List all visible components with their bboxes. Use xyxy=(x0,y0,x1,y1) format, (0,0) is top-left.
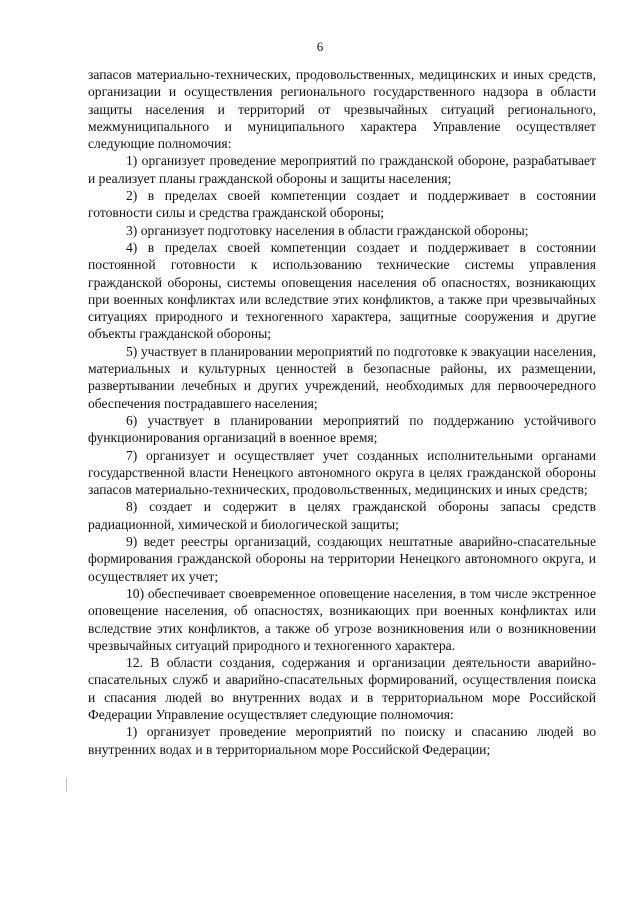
paragraph: 4) в пределах своей компетенции создает и поддерживает в состоянии постоянной готовности к использованию технические системы управления гражданской обороны, системы оповещения населения об опасностях, возникающих при военных конфликтах или вследствие этих конфликтов, а также при чрезвычайных ситуациях природного и техногенного характера, защитные сооружения и другие объекты гражданской обороны; xyxy=(88,239,596,342)
paragraph: 3) организует подготовку населения в области гражданской обороны; xyxy=(126,222,529,238)
paragraph: 10) обеспечивает своевременное оповещение населения, в том числе экстренное оповещение населения, об опасностях, возникающих при военных конфликтах или вследствие этих конфликтов, а также об угрозе возникновения или о возникновении чрезвычайных ситуаций природного и техногенного характера. xyxy=(88,585,596,653)
paragraph: 5) участвует в планировании мероприятий по подготовке к эвакуации населения, материальных и культурных ценностей в безопасные районы, их размещении, развертывании лечебных и других учреждений, необходимых для первоочередного обеспечения пострадавшего населения; xyxy=(88,343,596,411)
paragraph: 8) создает и содержит в целях гражданской обороны запасы средств радиационной, химической и биологической защиты; xyxy=(88,499,596,532)
paragraph: 12. В области создания, содержания и организации деятельности аварийно-спасательных служб и аварийно-спасательных формирований, осуществления поиска и спасания людей во внутренних водах и в территориальном море Российской Федерации Управление осуществляет следующие полномочия: xyxy=(88,655,596,722)
document-body xyxy=(88,66,596,758)
page-number: 6 xyxy=(316,39,324,54)
scan-margin-mark xyxy=(66,778,67,792)
paragraph: 1) организует проведение мероприятий по поиску и спасанию людей во внутренних водах и в территориальном море Российской Федерации; xyxy=(88,724,596,757)
paragraph: 7) организует и осуществляет учет созданных исполнительными органами государственной власти Ненецкого автономного округа в целях гражданской обороны запасов материально-технических, продовольственных, медицинских и иных средств; xyxy=(88,447,596,498)
paragraph: 6) участвует в планировании мероприятий по поддержанию устойчивого функционирования организаций в военное время; xyxy=(88,412,596,446)
paragraph: запасов материально-технических, продовольственных, медицинских и иных средств, организации и осуществления регионального государственного надзора в области защиты населения и территорий от чрезвычайных ситуаций регионального, межмуниципального и муниципального характера Управление осуществляет следующие полномочия: xyxy=(88,67,596,152)
paragraph: 2) в пределах своей компетенции создает и поддерживает в состоянии готовности силы и средства гражданской обороны; xyxy=(88,188,596,221)
paragraph: 9) ведет реестры организаций, создающих нештатные аварийно-спасательные формирования гражданской обороны на территории Ненецкого автономного округа, и осуществляет их учет; xyxy=(88,534,596,584)
paragraph: 1) организует проведение мероприятий по гражданской обороне, разрабатывает и реализует планы гражданской обороны и защиты населения; xyxy=(88,153,596,186)
